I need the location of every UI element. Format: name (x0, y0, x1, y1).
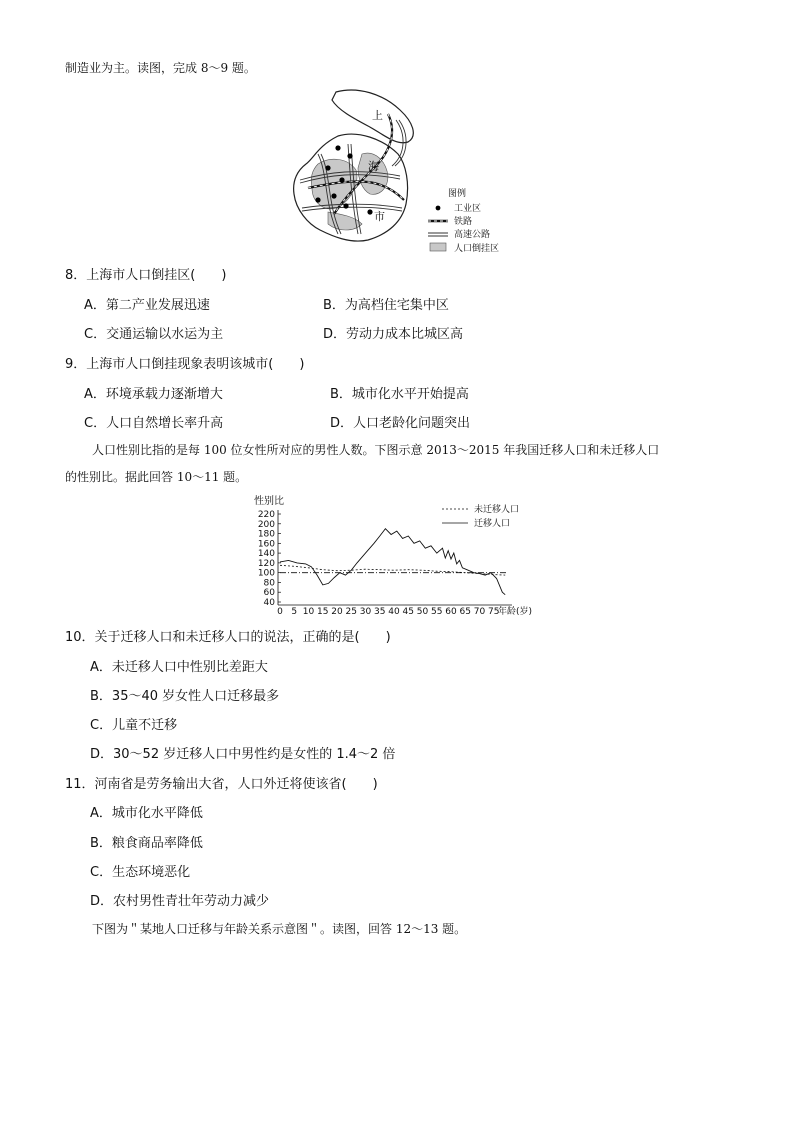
intro-text-2-line1: 人口性别比指的是每 100 位女性所对应的男性人数。下图示意 2013～2015 年我国迁移人口和未迁移人口 (92, 443, 660, 457)
y-tick-label: 40 (263, 598, 275, 608)
legend-label-nonmigrant: 未迁移人口 (474, 505, 520, 515)
q9-option-c[interactable]: C．人口自然增长率升高 (84, 416, 224, 431)
q10-option-c[interactable]: C．儿童不迁移 (90, 718, 178, 733)
x-tick-label: 25 (345, 607, 357, 617)
y-tick-label: 100 (257, 568, 275, 579)
q11-option-d[interactable]: D．农村男性青壮年劳动力减少 (90, 894, 270, 909)
q8-option-c[interactable]: C．交通运输以水运为主 (84, 327, 224, 342)
shanghai-map (288, 84, 518, 260)
legend-inversion-symbol (430, 243, 446, 251)
y-tick-label: 120 (257, 558, 275, 569)
x-tick-label: 65 (459, 607, 471, 617)
series-line-migrant (280, 529, 505, 595)
y-tick-label: 160 (257, 539, 275, 550)
map-label-shang: 上 (372, 109, 383, 122)
x-tick-label: 35 (374, 607, 386, 617)
x-tick-label: 30 (359, 607, 372, 617)
chart-legend (442, 503, 519, 529)
q11-stem: 11．河南省是劳务输出大省，人口外迁将使该省( ) (65, 777, 378, 792)
x-tick-label: 20 (331, 607, 343, 617)
x-tick-label: 40 (388, 607, 400, 617)
map-label-shi: 市 (374, 210, 385, 223)
q8-option-d[interactable]: D．劳动力成本比城区高 (323, 327, 464, 342)
q8-option-b[interactable]: B．为高档住宅集中区 (323, 298, 449, 313)
x-tick-label: 50 (416, 607, 429, 617)
legend-label-migrant: 迁移人口 (474, 519, 511, 529)
x-tick-label: 70 (473, 607, 486, 617)
legend-inversion: 人口倒挂区 (454, 244, 500, 254)
x-tick-label: 10 (302, 607, 315, 617)
legend-highway: 高速公路 (454, 230, 491, 240)
y-tick-label: 140 (257, 549, 275, 560)
q9-option-b[interactable]: B．城市化水平开始提高 (330, 387, 469, 402)
intro-text-3: 下图为＂某地人口迁移与年龄关系示意图＂。读图，回答 12～13 题。 (92, 922, 467, 936)
intro-text-1: 制造业为主。读图，完成 8～9 题。 (65, 61, 256, 75)
legend-industrial-symbol (436, 206, 441, 211)
q11-option-b[interactable]: B．粮食商品率降低 (90, 836, 203, 851)
map-label-hai: 海 (368, 160, 379, 173)
q10-option-a[interactable]: A．未迁移人口中性别比差距大 (90, 660, 268, 675)
q9-option-a[interactable]: A．环境承载力逐渐增大 (84, 387, 223, 402)
q9-stem: 9．上海市人口倒挂现象表明该城市( ) (65, 357, 305, 372)
q10-option-b[interactable]: B．35～40 岁女性人口迁移最多 (90, 689, 280, 704)
q9-option-d[interactable]: D．人口老龄化问题突出 (330, 416, 471, 431)
x-tick-label: 55 (431, 607, 443, 617)
y-tick-label: 200 (257, 519, 275, 530)
x-tick-label: 75 (488, 607, 500, 617)
chart-ylabel: 性别比 (254, 496, 284, 507)
q10-option-d[interactable]: D．30～52 岁迁移人口中男性约是女性的 1.4～2 倍 (90, 747, 396, 762)
y-tick-label: 220 (257, 510, 275, 520)
y-tick-label: 80 (263, 578, 275, 589)
chart-xlabel: 年龄(岁) (498, 607, 533, 617)
q8-option-a[interactable]: A．第二产业发展迅速 (84, 298, 210, 313)
legend-industrial: 工业区 (454, 204, 482, 214)
x-tick-label: 15 (317, 607, 329, 617)
q11-option-c[interactable]: C．生态环境恶化 (90, 865, 191, 880)
legend-railway: 铁路 (454, 217, 473, 227)
legend-title: 图例 (448, 189, 467, 199)
sex-ratio-chart (250, 492, 550, 618)
x-tick-label: 45 (402, 607, 414, 617)
x-tick-label: 5 (291, 607, 298, 617)
q8-stem: 8．上海市人口倒挂区( ) (65, 268, 227, 283)
q11-option-a[interactable]: A．城市化水平降低 (90, 806, 203, 821)
x-tick-label: 0 (277, 607, 283, 617)
q10-stem: 10．关于迁移人口和未迁移人口的说法，正确的是( ) (65, 630, 391, 645)
x-tick-label: 60 (445, 607, 457, 617)
y-tick-label: 180 (257, 529, 275, 540)
intro-text-2-line2: 的性别比。据此回答 10～11 题。 (65, 470, 248, 484)
y-tick-label: 60 (263, 588, 275, 599)
map-legend (428, 187, 499, 254)
